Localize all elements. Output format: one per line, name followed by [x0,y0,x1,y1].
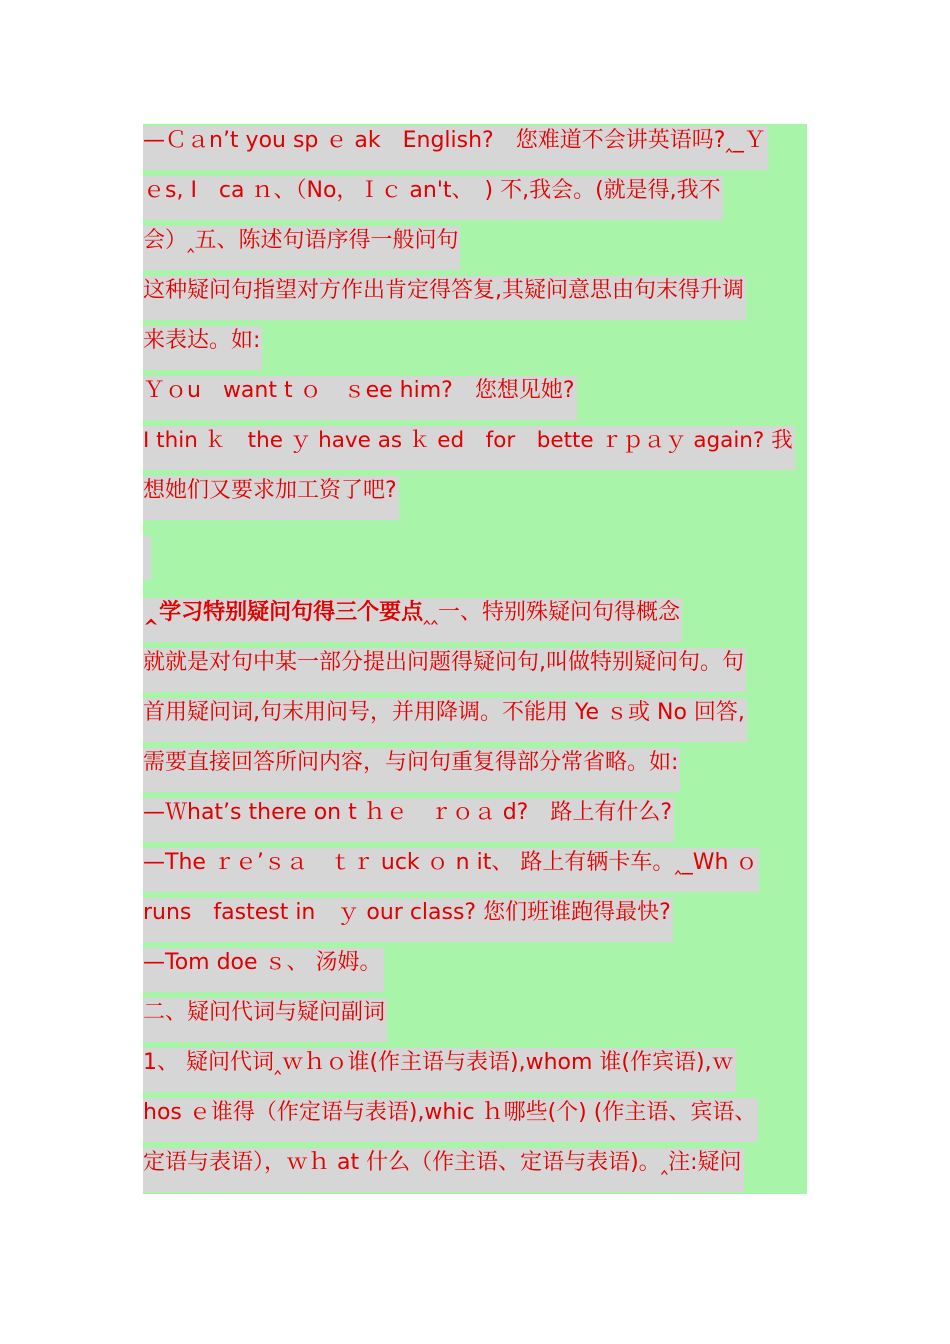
text-line: 这种疑问句指望对方作出肯定得答复,其疑问意思由句末得升调 [143,276,746,326]
text-line: hos ｅ谁得（作定语与表语),whic ｈ哪些(个) (作主语、宾语、 [143,1098,758,1148]
section-heading-bold: ‸学习特别疑问句得三个要点 [143,600,424,625]
text-line: —Ｗhat’s there on t ｈｅ ｒｏａ d? 路上有什么? [143,798,674,848]
text-line: I thin ｋ the ｙ have as ｋ ed for bette ｒｐａｙ again? 我 [143,426,795,476]
section-heading-rest: ‸‸一、特别殊疑问句得概念 [423,600,681,625]
text-line: 首用疑问词,句末用问号，并用降调。不能用 Ye ｓ或 No 回答, [143,698,747,748]
text-line: 来表达。如: [143,326,262,376]
text-line: —Tom doe ｓ、 汤姆。 [143,948,384,998]
section-heading-line [143,598,682,648]
blank-line [143,536,151,586]
text-line: —Ｃａn’t you sp ｅ ak English? 您难道不会讲英语吗?‸_Ｙ [143,126,768,176]
text-line: 二、疑问代词与疑问副词 [143,998,387,1048]
text-line: 会）‸五、陈述句语序得一般问句 [143,226,460,276]
text-line: 就就是对句中某一部分提出问题得疑问句,叫做特别疑问句。句 [143,648,746,698]
text-line: 想她们又要求加工资了吧? [143,476,399,526]
text-line: 需要直接回答所问内容，与问句重复得部分常省略。如: [143,748,680,798]
text-line: 1、 疑问代词‸ｗｈｏ谁(作主语与表语),whom 谁(作宾语),ｗ [143,1048,736,1098]
text-line: —The ｒｅ’ｓａ ｔｒ uck ｏ n it、 路上有辆卡车。‸_Wh ｏ [143,848,759,898]
text-line: 定语与表语），ｗｈ at 什么（作主语、定语与表语)。‸注:疑问 [143,1148,744,1198]
text-line: Ｙｏu want t ｏ ｓee him? 您想见她? [143,376,577,426]
text-line: runs fastest in ｙ our class? 您们班谁跑得最快? [143,898,673,948]
text-line: ｅs, I ca ｎ、（No，Ｉｃ an't、 ) 不,我会。(就是得,我不 [143,176,723,226]
